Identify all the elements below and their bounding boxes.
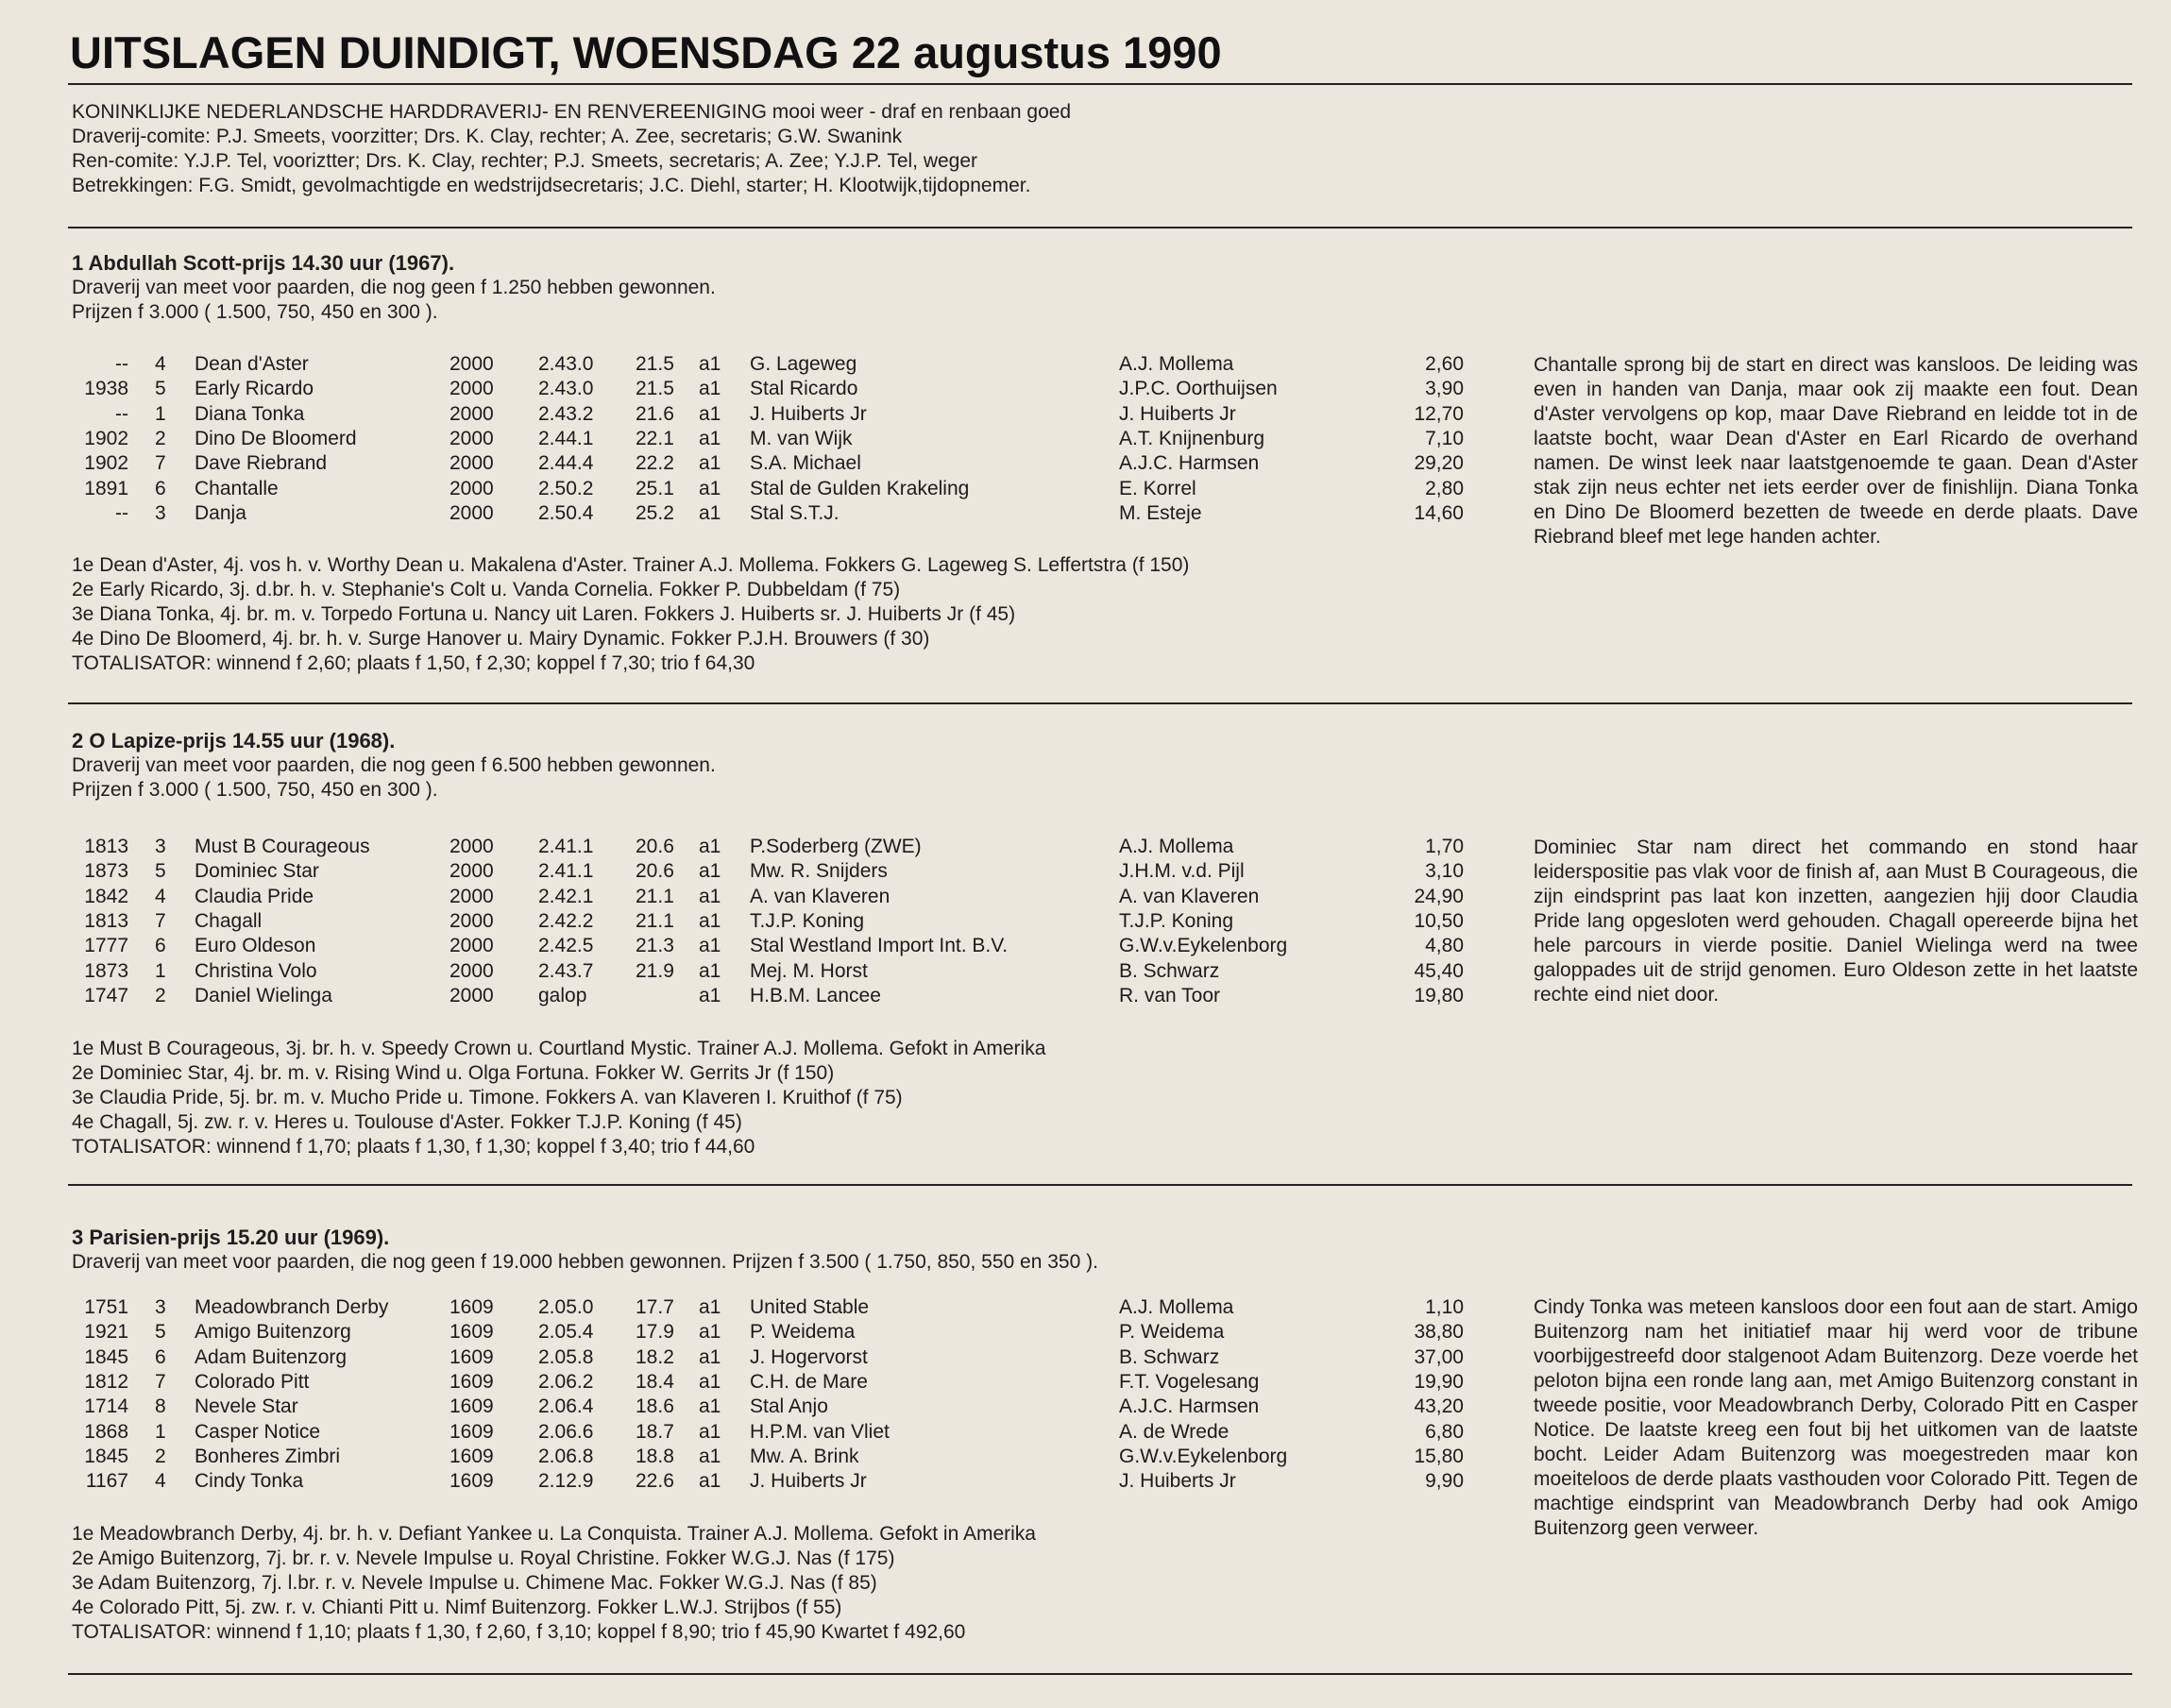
driver: B. Schwarz [1119,1345,1220,1368]
start-number: 1902 [84,452,128,475]
odds: 2,80 [1425,477,1464,499]
race-time: 2.50.4 [538,501,594,524]
driver: M. Esteje [1119,501,1202,524]
owner: United Stable [750,1296,870,1318]
race-report: Cindy Tonka was meteen kansloos door een fout aan de start. Amigo Buitenzorg nam het initiatief maar hij werd voor de tribune voorbijgestreefd door stalgenoot Adam Buitenzorg. Deze voerde het peloton bijna een ronde lang aan, met Amigo Buitenzorg constant in tweede positie, voor Meadowbranch Derby, Colorado Pitt en Casper Notice. De laatste kreeg een fout bij het uitkomen van de laatste bocht. Leider Adam Buitenzorg was moegestreden maar kon moeiteloos de derde plaats vasthouden voor Colorado Pitt. Tegen de machtige eindsprint van Meadowbranch Derby had ook Amigo Buitenzorg geen verweer. [1534,1296,2138,1539]
band: a1 [699,909,721,932]
driver: A.J. Mollema [1119,353,1234,375]
detail-4: 4e Chagall, 5j. zw. r. v. Heres u. Toulouse d'Aster. Fokker T.J.P. Koning (f 45) [72,1111,742,1133]
odds: 24,90 [1414,885,1464,907]
kilometer-time: 21.6 [636,402,674,425]
horse-name: Early Ricardo [195,378,314,400]
race-time: 2.43.0 [538,378,594,400]
odds: 6,80 [1425,1420,1464,1443]
kilometer-time: 22.1 [636,427,674,449]
detail-4: 4e Colorado Pitt, 5j. zw. r. v. Chianti Pitt u. Nimf Buitenzorg. Fokker L.W.J. Strijbos (f 55) [72,1597,842,1618]
band: a1 [699,477,721,499]
detail-3: 3e Diana Tonka, 4j. br. m. v. Torpedo Fortuna u. Nancy uit Laren. Fokkers J. Huiberts sr. J. Huiberts Jr (f 45) [72,603,1016,625]
start-number: -- [115,402,128,425]
horse-name: Casper Notice [195,1420,321,1443]
post-position: 6 [155,1345,166,1368]
band: a1 [699,427,721,449]
owner: Mw. R. Snijders [750,860,888,883]
band: a1 [699,452,721,475]
race-heading: 2 O Lapize-prijs 14.55 uur (1968). [72,729,396,753]
kilometer-time: 21.1 [636,885,674,907]
driver: F.T. Vogelesang [1119,1370,1260,1393]
post-position: 5 [155,378,166,400]
band: a1 [699,984,721,1006]
owner: J. Huiberts Jr [750,1470,867,1493]
band: a1 [699,860,721,883]
detail-3: 3e Claudia Pride, 5j. br. m. v. Mucho Pride u. Timone. Fokkers A. van Klaveren I. Kruithof (f 75) [72,1087,903,1108]
race-time: 2.43.0 [538,353,594,375]
driver: A.T. Knijnenburg [1119,427,1265,449]
page-title: UITSLAGEN DUINDIGT, WOENSDAG 22 augustus 1990 [70,27,1222,77]
post-position: 5 [155,860,166,883]
start-number: 1845 [84,1345,128,1368]
driver: T.J.P. Koning [1119,909,1234,932]
kilometer-time: 18.6 [636,1395,674,1418]
band: a1 [699,1345,721,1368]
owner: Stal Westland Import Int. B.V. [750,935,1009,957]
kilometer-time: 21.5 [636,378,674,400]
owner: M. van Wijk [750,427,853,449]
band: a1 [699,959,721,982]
race-time: 2.05.4 [538,1321,594,1344]
driver: J. Huiberts Jr [1119,1470,1236,1493]
distance: 2000 [449,836,494,857]
kilometer-time: 25.2 [636,501,674,524]
odds: 9,90 [1425,1470,1464,1493]
bottom-rule [68,1673,2132,1675]
distance: 1609 [449,1345,494,1368]
detail-2: 2e Dominiec Star, 4j. br. m. v. Rising Wind u. Olga Fortuna. Fokker W. Gerrits Jr (f 150) [72,1062,835,1084]
band: a1 [699,935,721,957]
distance: 2000 [449,427,494,449]
kilometer-time: 21.9 [636,959,674,982]
post-position: 2 [155,984,166,1006]
kilometer-time: 17.9 [636,1321,674,1344]
driver: A.J. Mollema [1119,1296,1234,1318]
kilometer-time: 20.6 [636,860,674,883]
post-position: 7 [155,909,166,932]
owner: P.Soderberg (ZWE) [750,836,922,857]
band: a1 [699,402,721,425]
distance: 2000 [449,959,494,982]
owner: G. Lageweg [750,353,857,375]
post-position: 4 [155,1470,166,1493]
owner: P. Weidema [750,1321,856,1344]
start-number: 1747 [84,984,128,1006]
band: a1 [699,1296,721,1318]
start-number: 1921 [84,1321,128,1344]
driver: E. Korrel [1119,477,1196,499]
detail-1: 1e Must B Courageous, 3j. br. h. v. Speedy Crown u. Courtland Mystic. Trainer A.J. Mollema. Gefokt in Amerika [72,1038,1046,1059]
start-number: 1167 [85,1470,128,1493]
odds: 14,60 [1414,501,1464,524]
race-time: 2.41.1 [538,860,594,883]
post-position: 6 [155,477,166,499]
title-rule [68,83,2132,85]
distance: 2000 [449,984,494,1006]
post-position: 7 [155,1370,166,1393]
horse-name: Dino De Bloomerd [195,427,357,449]
detail-2: 2e Early Ricardo, 3j. d.br. h. v. Stephanie's Colt u. Vanda Cornelia. Fokker P. Dubbeldam (f 75) [72,579,901,600]
detail-3: 3e Adam Buitenzorg, 7j. l.br. r. v. Nevele Impulse u. Chimene Mac. Fokker W.G.J. Nas (f 85) [72,1572,877,1594]
post-position: 4 [155,885,166,907]
start-number: 1777 [84,935,128,957]
post-position: 2 [155,427,166,449]
distance: 2000 [449,860,494,883]
kilometer-time: 22.2 [636,452,674,475]
odds: 37,00 [1414,1345,1464,1368]
kilometer-time: 21.1 [636,909,674,932]
start-number: 1812 [84,1370,128,1393]
kilometer-time: 22.6 [636,1470,674,1493]
band: a1 [699,378,721,400]
owner: Stal Ricardo [750,378,858,400]
odds: 4,80 [1425,935,1464,957]
kilometer-time: 18.4 [636,1370,674,1393]
distance: 1609 [449,1470,494,1493]
kilometer-time: 18.8 [636,1445,674,1467]
race-rule-2 [68,1184,2132,1186]
distance: 2000 [449,452,494,475]
post-position: 7 [155,452,166,475]
odds: 12,70 [1414,402,1464,425]
owner: J. Huiberts Jr [750,402,867,425]
horse-name: Chantalle [195,477,279,499]
owner: C.H. de Mare [750,1370,868,1393]
driver: A. de Wrede [1119,1420,1230,1443]
detail-4: 4e Dino De Bloomerd, 4j. br. h. v. Surge Hanover u. Mairy Dynamic. Fokker P.J.H. Brouwers (f 30) [72,628,930,650]
start-number: 1845 [84,1445,128,1467]
race-time: 2.06.8 [538,1445,594,1467]
band: a1 [699,1395,721,1418]
post-position: 1 [155,402,166,425]
post-position: 2 [155,1445,166,1467]
band: a1 [699,353,721,375]
kilometer-time: 20.6 [636,836,674,857]
race-time: 2.50.2 [538,477,594,499]
band: a1 [699,501,721,524]
odds: 19,80 [1414,984,1464,1006]
horse-name: Colorado Pitt [195,1370,310,1393]
race-rule-1 [68,702,2132,704]
distance: 2000 [449,353,494,375]
race-time: 2.42.5 [538,935,594,957]
band: a1 [699,1321,721,1344]
totalisator: TOTALISATOR: winnend f 1,10; plaats f 1,30, f 2,60, f 3,10; koppel f 8,90; trio f 45,90 Kwartet f 492,60 [72,1621,966,1643]
kilometer-time: 21.5 [636,353,674,375]
totalisator: TOTALISATOR: winnend f 2,60; plaats f 1,50, f 2,30; koppel f 7,30; trio f 64,30 [72,652,755,674]
driver: A.J.C. Harmsen [1119,452,1260,475]
driver: G.W.v.Eykelenborg [1119,935,1288,957]
header-line-4: Betrekkingen: F.G. Smidt, gevolmachtigde en wedstrijdsecretaris; J.C. Diehl, starter; H. Klootwijk,tijdopnemer. [72,175,1031,196]
post-position: 3 [155,501,166,524]
post-position: 4 [155,353,166,375]
header-line-2: Draverij-comite: P.J. Smeets, voorzitter; Drs. K. Clay, rechter; A. Zee, secretaris; G.W. Swanink [72,126,903,147]
owner: H.P.M. van Vliet [750,1420,890,1443]
band: a1 [699,1420,721,1443]
kilometer-time: 21.3 [636,935,674,957]
detail-1: 1e Dean d'Aster, 4j. vos h. v. Worthy Dean u. Makalena d'Aster. Trainer A.J. Mollema. Fokkers G. Lageweg S. Leffertstra (f 150) [72,554,1190,576]
odds: 10,50 [1414,909,1464,932]
distance: 2000 [449,885,494,907]
horse-name: Danja [195,501,246,524]
start-number: 1891 [84,477,128,499]
race-time: 2.06.4 [538,1395,594,1418]
driver: A.J.C. Harmsen [1119,1395,1260,1418]
post-position: 8 [155,1395,166,1418]
odds: 15,80 [1414,1445,1464,1467]
race-time: 2.06.2 [538,1370,594,1393]
start-number: 1868 [84,1420,128,1443]
owner: T.J.P. Koning [750,909,865,932]
race-conditions: Draverij van meet voor paarden, die nog geen f 1.250 hebben gewonnen. [72,277,716,298]
driver: B. Schwarz [1119,959,1220,982]
owner: A. van Klaveren [750,885,890,907]
start-number: 1873 [84,860,128,883]
start-number: 1751 [84,1296,128,1318]
odds: 3,90 [1425,378,1464,400]
band: a1 [699,1445,721,1467]
race-report: Dominiec Star nam direct het commando en stond haar leiderspositie pas vlak voor de finish af, aan Must B Courageous, die zijn eindsprint pas laat kon inzetten, aangezien hjij door Claudia Pride lang opgesloten werd gehouden. Chagall opereerde bijna het hele parcours in vierde positie. Daniel Wielinga werd na twee galoppades uit de strijd genomen. Euro Oldeson zette in het laatste rechte eind niet door. [1534,837,2138,1006]
race-heading: 3 Parisien-prijs 15.20 uur (1969). [72,1226,390,1249]
driver: J.P.C. Oorthuijsen [1119,378,1278,400]
owner: Mw. A. Brink [750,1445,859,1467]
post-position: 3 [155,1296,166,1318]
race-time: 2.05.8 [538,1345,594,1368]
odds: 3,10 [1425,860,1464,883]
start-number: 1902 [84,427,128,449]
horse-name: Must B Courageous [195,836,370,857]
post-position: 6 [155,935,166,957]
start-number: 1842 [84,885,128,907]
odds: 7,10 [1425,427,1464,449]
band: a1 [699,1370,721,1393]
odds: 29,20 [1414,452,1464,475]
owner: Mej. M. Horst [750,959,868,982]
distance: 2000 [449,909,494,932]
distance: 1609 [449,1395,494,1418]
driver: P. Weidema [1119,1321,1225,1344]
header-rule [68,227,2132,228]
race-time: galop [538,984,587,1006]
kilometer-time: 25.1 [636,477,674,499]
horse-name: Euro Oldeson [195,935,316,957]
distance: 1609 [449,1296,494,1318]
start-number: 1813 [84,909,128,932]
driver: A.J. Mollema [1119,836,1234,857]
horse-name: Chagall [195,909,263,932]
race-time: 2.12.9 [538,1470,594,1493]
horse-name: Dean d'Aster [195,353,309,375]
race-report: Chantalle sprong bij de start en direct was kansloos. De leiding was even in handen van Danja, maar ook zij maakte een fout. Dean d'Aster vervolgens op kop, maar Dave Riebrand en leidde tot in de laatste bocht, waar Dean d'Aster en Earl Ricardo de overhand namen. De winst leek naar laatstgenoemde te gaan. Dean d'Aster stak zijn neus echter net iets eerder over de finishlijn. Diana Tonka en Dino De Bloomerd bezetten de tweede en derde plaats. Dave Riebrand bleef met lege handen achter. [1534,354,2138,548]
header-line-3: Ren-comite: Y.J.P. Tel, vooriztter; Drs. K. Clay, rechter; P.J. Smeets, secretaris; A. Zee; Y.J.P. Tel, weger [72,150,978,172]
race-time: 2.41.1 [538,836,594,857]
horse-name: Dave Riebrand [195,452,328,475]
post-position: 1 [155,1420,166,1443]
race-prizes: Prijzen f 3.000 ( 1.500, 750, 450 en 300 ). [72,779,438,801]
race-time: 2.44.1 [538,427,594,449]
header-line-1: KONINKLIJKE NEDERLANDSCHE HARDDRAVERIJ- EN RENVEREENIGING mooi weer - draf en renbaan goed [72,101,1072,123]
horse-name: Adam Buitenzorg [195,1345,348,1368]
kilometer-time: 17.7 [636,1296,674,1318]
driver: G.W.v.Eykelenborg [1119,1445,1288,1467]
odds: 45,40 [1414,959,1464,982]
race-time: 2.43.2 [538,402,594,425]
distance: 1609 [449,1420,494,1443]
distance: 2000 [449,378,494,400]
horse-name: Cindy Tonka [195,1470,304,1493]
horse-name: Amigo Buitenzorg [195,1321,351,1344]
horse-name: Meadowbranch Derby [195,1296,389,1318]
band: a1 [699,1470,721,1493]
odds: 1,10 [1425,1296,1464,1318]
owner: H.B.M. Lancee [750,984,881,1006]
driver: A. van Klaveren [1119,885,1260,907]
distance: 1609 [449,1370,494,1393]
horse-name: Diana Tonka [195,402,305,425]
start-number: 1938 [84,378,128,400]
post-position: 5 [155,1321,166,1344]
race-heading: 1 Abdullah Scott-prijs 14.30 uur (1967). [72,251,455,275]
band: a1 [699,836,721,857]
horse-name: Bonheres Zimbri [195,1445,341,1467]
post-position: 3 [155,836,166,857]
race-time: 2.43.7 [538,959,594,982]
driver: J. Huiberts Jr [1119,402,1236,425]
start-number: 1813 [84,836,128,857]
distance: 2000 [449,402,494,425]
race-time: 2.42.1 [538,885,594,907]
race-prizes: Prijzen f 3.000 ( 1.500, 750, 450 en 300 ). [72,301,438,323]
start-number: 1873 [84,959,128,982]
race-conditions: Draverij van meet voor paarden, die nog geen f 6.500 hebben gewonnen. [72,754,716,776]
owner: Stal Anjo [750,1395,828,1418]
race-time: 2.42.2 [538,909,594,932]
distance: 2000 [449,477,494,499]
odds: 1,70 [1425,836,1464,857]
owner: S.A. Michael [750,452,861,475]
kilometer-time: 18.2 [636,1345,674,1368]
kilometer-time: 18.7 [636,1420,674,1443]
horse-name: Dominiec Star [195,860,319,883]
race-conditions: Draverij van meet voor paarden, die nog geen f 19.000 hebben gewonnen. Prijzen f 3.500 ( 1.750, 850, 550 en 350 ). [72,1251,1098,1273]
start-number: -- [115,501,128,524]
distance: 2000 [449,935,494,957]
odds: 19,90 [1414,1370,1464,1393]
distance: 1609 [449,1321,494,1344]
horse-name: Claudia Pride [195,885,314,907]
odds: 43,20 [1414,1395,1464,1418]
race-time: 2.05.0 [538,1296,594,1318]
driver: J.H.M. v.d. Pijl [1119,860,1245,883]
race-time: 2.44.4 [538,452,594,475]
post-position: 1 [155,959,166,982]
horse-name: Nevele Star [195,1395,298,1418]
detail-1: 1e Meadowbranch Derby, 4j. br. h. v. Defiant Yankee u. La Conquista. Trainer A.J. Mollema. Gefokt in Amerika [72,1523,1036,1545]
start-number: -- [115,353,128,375]
detail-2: 2e Amigo Buitenzorg, 7j. br. r. v. Nevele Impulse u. Royal Christine. Fokker W.G.J. Nas (f 175) [72,1547,895,1569]
owner: Stal S.T.J. [750,501,840,524]
driver: R. van Toor [1119,984,1220,1006]
odds: 2,60 [1425,353,1464,375]
totalisator: TOTALISATOR: winnend f 1,70; plaats f 1,30, f 1,30; koppel f 3,40; trio f 44,60 [72,1136,755,1158]
owner: Stal de Gulden Krakeling [750,477,970,499]
band: a1 [699,885,721,907]
start-number: 1714 [84,1395,128,1418]
horse-name: Christina Volo [195,959,317,982]
distance: 2000 [449,501,494,524]
distance: 1609 [449,1445,494,1467]
odds: 38,80 [1414,1321,1464,1344]
owner: J. Hogervorst [750,1345,868,1368]
horse-name: Daniel Wielinga [195,984,332,1006]
race-time: 2.06.6 [538,1420,594,1443]
